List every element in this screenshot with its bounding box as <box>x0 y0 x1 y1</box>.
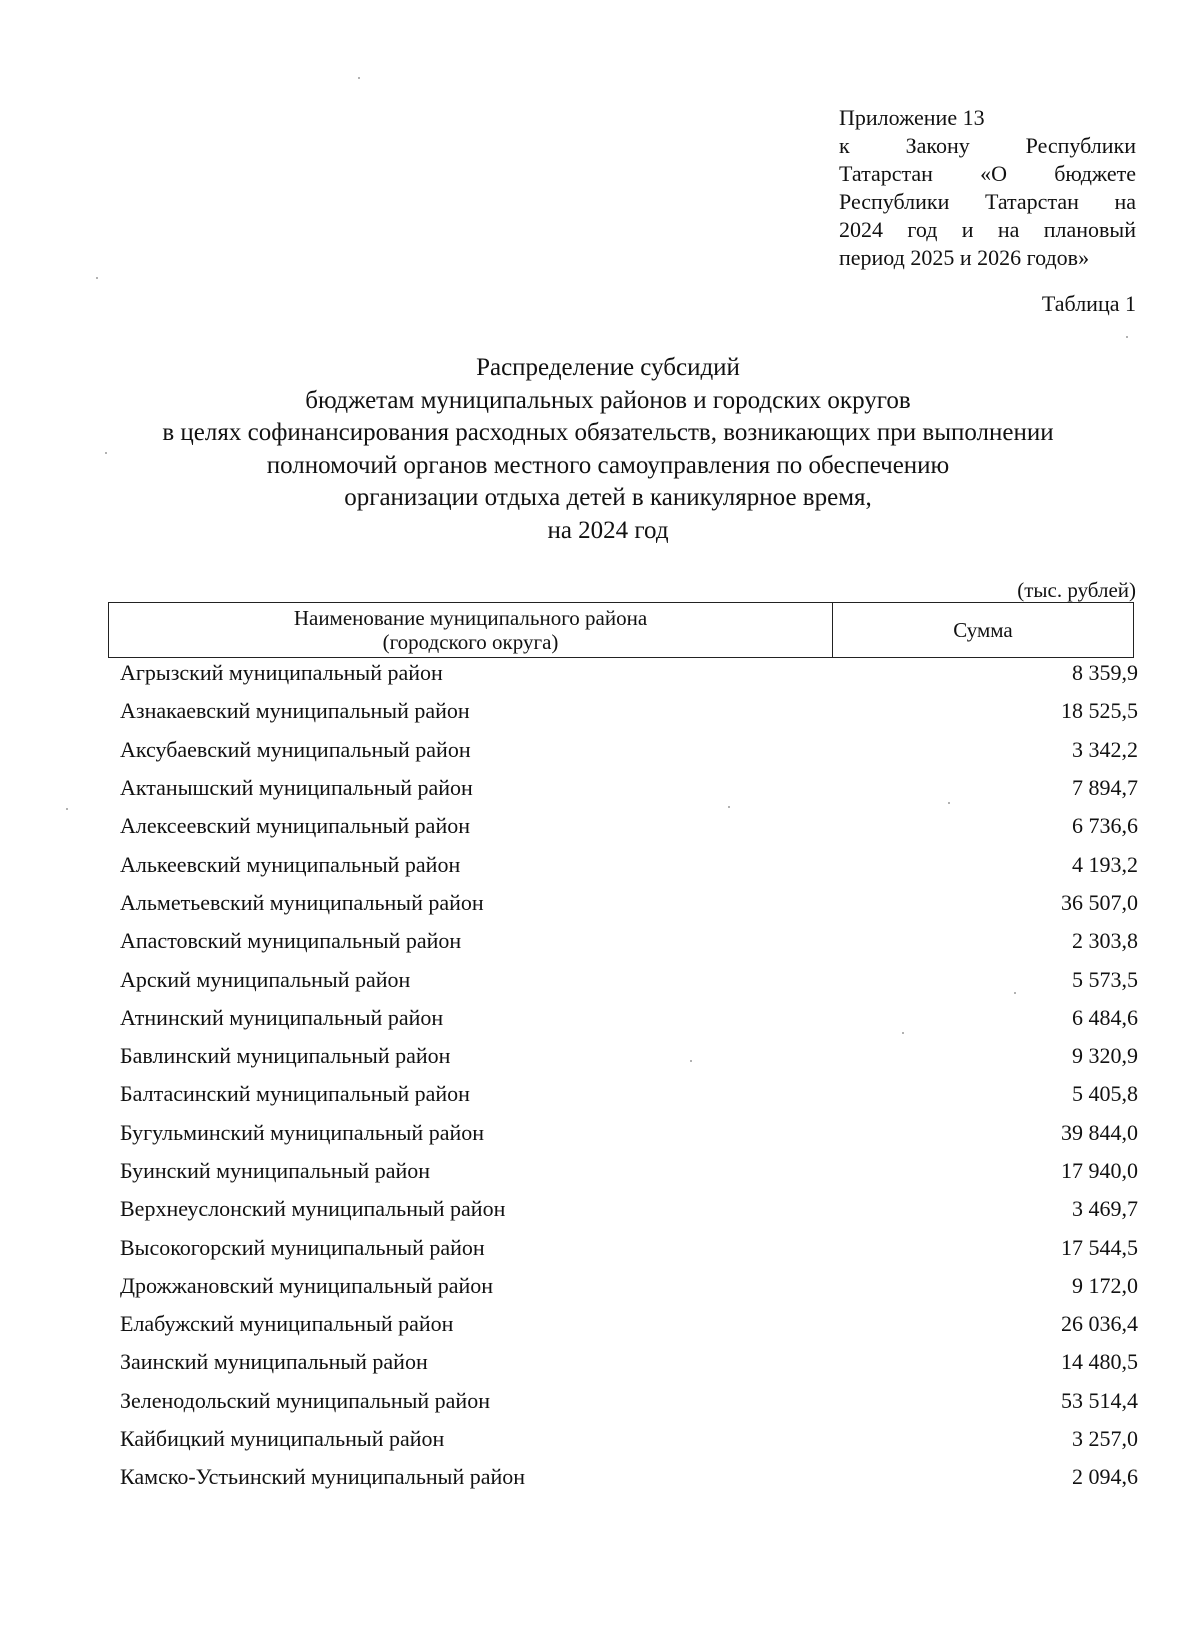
document-title <box>60 352 1156 547</box>
title-line: бюджетам муниципальных районов и городских округов <box>305 386 911 414</box>
table-row <box>120 960 1138 998</box>
table-row <box>120 654 1138 692</box>
table-row <box>120 1037 1138 1075</box>
subsidy-amount: 3 342,2 <box>1072 736 1138 762</box>
district-name: Буинский муниципальный район <box>120 1158 431 1183</box>
annex-line: к Закону Республики <box>839 133 1136 158</box>
table-row <box>120 1267 1138 1305</box>
scan-speck <box>902 1032 904 1034</box>
annex-line: Республики Татарстан на <box>839 189 1136 214</box>
subsidy-amount: 5 405,8 <box>1072 1081 1138 1107</box>
annex-line: период 2025 и 2026 годов» <box>839 245 1090 270</box>
table-row <box>120 1190 1138 1228</box>
table-row <box>120 1420 1138 1458</box>
units-label: (тыс. рублей) <box>1017 578 1136 602</box>
title-line: на 2024 год <box>547 516 669 544</box>
column-header-name-line: (городского округа) <box>382 630 559 654</box>
district-name: Агрызский муниципальный район <box>120 660 443 686</box>
annex-line: 2024 год и на плановый <box>839 217 1136 242</box>
table-row <box>120 769 1138 807</box>
table-row <box>120 807 1138 845</box>
scan-speck <box>1014 992 1016 994</box>
scan-speck <box>96 277 98 279</box>
scan-speck <box>105 452 107 454</box>
scan-speck <box>1126 336 1128 338</box>
subsidy-amount: 18 525,5 <box>1061 698 1138 724</box>
subsidy-amount: 17 940,0 <box>1061 1158 1138 1183</box>
district-name: Кайбицкий муниципальный район <box>120 1426 445 1452</box>
subsidy-amount: 5 573,5 <box>1072 966 1138 992</box>
subsidy-amount: 53 514,4 <box>1061 1387 1138 1413</box>
district-name: Аксубаевский муниципальный район <box>120 736 471 762</box>
scan-speck <box>690 1060 692 1062</box>
table-body <box>120 654 1138 1497</box>
table-row <box>120 1114 1138 1152</box>
district-name: Азнакаевский муниципальный район <box>120 698 470 724</box>
subsidy-amount: 36 507,0 <box>1061 889 1138 915</box>
column-header-name-line: Наименование муниципального района <box>293 606 648 630</box>
district-name: Зеленодольский муниципальный район <box>120 1387 490 1413</box>
table-row <box>120 1152 1138 1190</box>
subsidy-amount: 14 480,5 <box>1061 1349 1138 1375</box>
district-name: Атнинский муниципальный район <box>120 1004 444 1030</box>
table-row <box>120 692 1138 730</box>
scan-speck <box>358 77 360 79</box>
district-name: Камско-Устьинский муниципальный район <box>120 1464 526 1490</box>
subsidy-amount: 3 469,7 <box>1072 1196 1138 1222</box>
district-name: Алькеевский муниципальный район <box>120 851 461 877</box>
annex-line: Татарстан «О бюджете <box>839 161 1136 186</box>
table-row <box>120 1458 1138 1496</box>
district-name: Актанышский муниципальный район <box>120 775 473 801</box>
subsidy-amount: 2 094,6 <box>1072 1464 1138 1490</box>
subsidy-amount: 6 484,6 <box>1072 1004 1138 1030</box>
subsidy-amount: 6 736,6 <box>1072 813 1138 839</box>
table-row <box>120 884 1138 922</box>
table-row <box>120 999 1138 1037</box>
scan-speck <box>948 802 950 804</box>
table-header <box>108 602 1134 658</box>
title-line: Распределение субсидий <box>476 354 740 381</box>
column-header-sum: Сумма <box>953 618 1013 642</box>
annex-line: Приложение 13 <box>839 105 985 130</box>
district-name: Арский муниципальный район <box>120 966 411 992</box>
subsidy-amount: 2 303,8 <box>1072 928 1138 954</box>
subsidy-amount: 9 320,9 <box>1072 1043 1138 1069</box>
title-line: организации отдыха детей в каникулярное время, <box>344 484 872 511</box>
district-name: Бугульминский муниципальный район <box>120 1119 485 1145</box>
district-name: Высокогорский муниципальный район <box>120 1234 485 1260</box>
district-name: Верхнеуслонский муниципальный район <box>120 1196 506 1222</box>
subsidy-amount: 17 544,5 <box>1061 1234 1138 1260</box>
subsidy-amount: 39 844,0 <box>1061 1119 1138 1145</box>
subsidy-amount: 8 359,9 <box>1072 660 1138 686</box>
table-row <box>120 1305 1138 1343</box>
district-name: Заинский муниципальный район <box>120 1349 428 1375</box>
subsidy-amount: 26 036,4 <box>1061 1311 1138 1337</box>
district-name: Бавлинский муниципальный район <box>120 1043 451 1069</box>
district-name: Елабужский муниципальный район <box>120 1311 454 1337</box>
table-row <box>120 1075 1138 1113</box>
title-line: в целях софинансирования расходных обязательств, возникающих при выполнении <box>162 419 1054 446</box>
district-name: Дрожжановский муниципальный район <box>120 1272 494 1298</box>
table-row <box>120 1228 1138 1266</box>
column-header-name <box>109 603 833 657</box>
table-number-label: Таблица 1 <box>1041 291 1136 316</box>
table-row <box>120 731 1138 769</box>
district-name: Балтасинский муниципальный район <box>120 1081 470 1107</box>
subsidy-amount: 3 257,0 <box>1072 1426 1138 1452</box>
district-name: Апастовский муниципальный район <box>120 928 462 954</box>
table-row <box>120 1343 1138 1381</box>
scan-speck <box>66 808 68 810</box>
district-name: Альметьевский муниципальный район <box>120 889 484 915</box>
subsidy-amount: 4 193,2 <box>1072 851 1138 877</box>
district-name: Алексеевский муниципальный район <box>120 813 470 839</box>
title-line: полномочий органов местного самоуправления по обеспечению <box>266 451 950 479</box>
scan-speck <box>728 806 730 808</box>
annex-reference <box>839 104 1136 272</box>
subsidy-amount: 7 894,7 <box>1072 775 1138 801</box>
table-row <box>120 922 1138 960</box>
subsidy-amount: 9 172,0 <box>1072 1272 1138 1298</box>
table-row <box>120 845 1138 883</box>
table-row <box>120 1382 1138 1420</box>
